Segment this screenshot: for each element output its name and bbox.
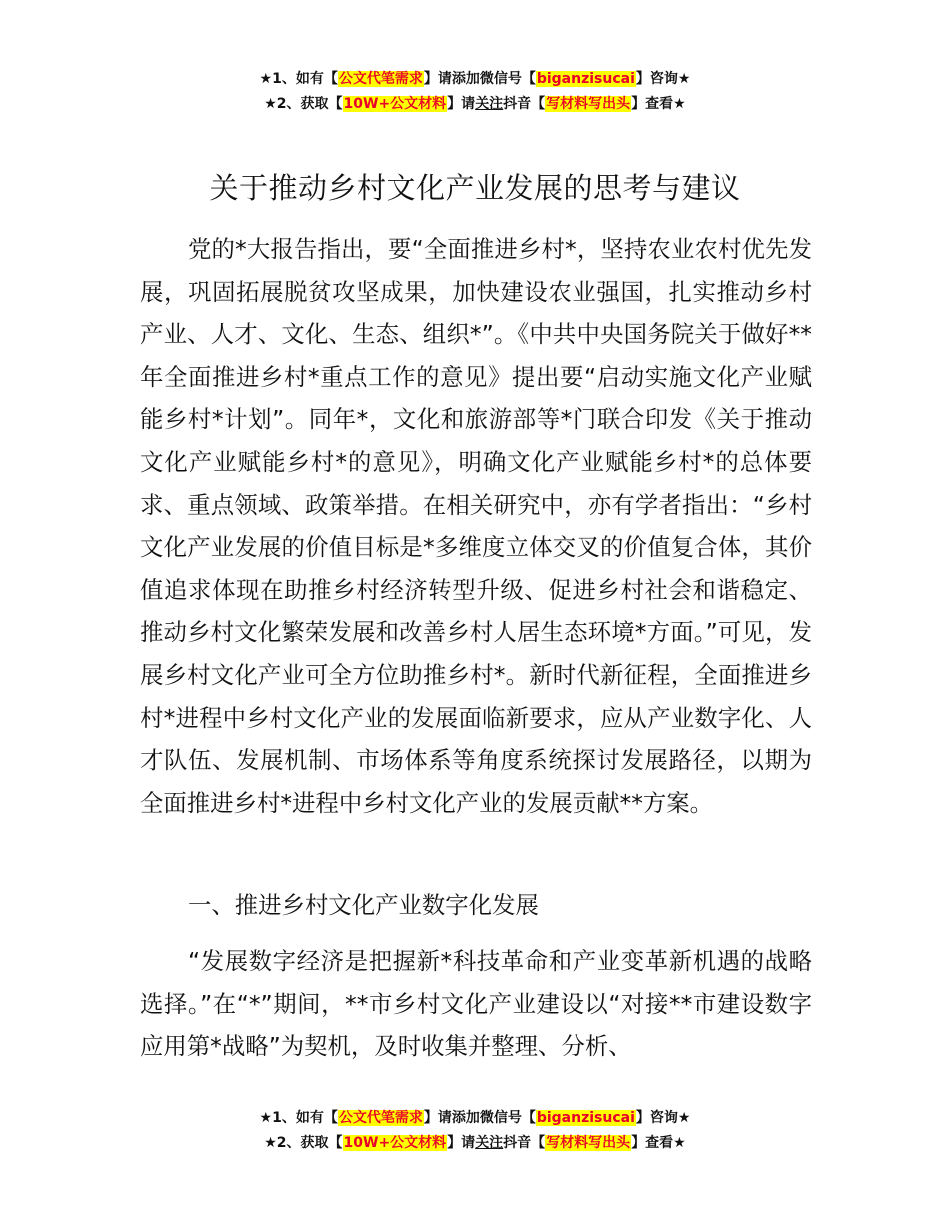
- promo-text: 抖音【: [503, 96, 546, 112]
- promo-underlined-follow: 关注: [475, 1135, 504, 1151]
- promo-text: 】咨询★: [635, 1110, 691, 1126]
- promo-highlight-wechat-id: biganzisucai: [536, 71, 635, 87]
- promo-highlight-service: 公文代笔需求: [338, 1110, 423, 1126]
- promo-highlight-wechat-id: biganzisucai: [536, 1110, 635, 1126]
- promo-line-1: [0, 1106, 950, 1131]
- promo-highlight-douyin: 写材料写出头: [546, 1135, 631, 1151]
- promo-text: ★1、如有【: [259, 71, 338, 87]
- footer-promo-banner: [0, 1106, 950, 1156]
- promo-text: ★2、获取【: [264, 96, 343, 112]
- promo-highlight-materials: 10W+公文材料: [343, 1135, 447, 1151]
- promo-line-2: [0, 92, 950, 117]
- promo-text: 】查看★: [631, 1135, 686, 1151]
- promo-text: ★2、获取【: [264, 1135, 343, 1151]
- promo-text: 】咨询★: [635, 71, 691, 87]
- promo-text: ★1、如有【: [259, 1110, 338, 1126]
- promo-text: 】请添加微信号【: [423, 1110, 536, 1126]
- promo-text: 】请: [447, 1135, 476, 1151]
- promo-text: 抖音【: [503, 1135, 546, 1151]
- body-paragraph-section1: “发展数字经济是把握新*科技革命和产业变革新机遇的战略选择。”在“*”期间，**市乡村文化产业建设以“对接**市建设数字应用第*战略”为契机，及时收集并整理、分析、: [140, 947, 812, 1061]
- promo-underlined-follow: 关注: [475, 96, 504, 112]
- promo-line-1: [0, 67, 950, 92]
- promo-text: 】请: [447, 96, 476, 112]
- section-heading-1: 一、推进乡村文化产业数字化发展: [188, 891, 539, 919]
- promo-text: 】查看★: [631, 96, 686, 112]
- document-title: 关于推动乡村文化产业发展的思考与建议: [209, 171, 741, 205]
- body-paragraph-intro: 党的*大报告指出，要“全面推进乡村*，坚持农业农村优先发展，巩固拓展脱贫攻坚成果，加快建设农业强国，扎实推动乡村产业、人才、文化、生态、组织*”。《中共中央国务院关于做好**年全面推进乡村*重点工作的意见》提出要“启动实施文化产业赋能乡村*计划”。同年*，文化和旅游部等*门联合印发《关于推动文化产业赋能乡村*的意见》，明确文化产业赋能乡村*的总体要求、重点领域、政策举措。在相关研究中，亦有学者指出：“乡村文化产业发展的价值目标是*多维度立体交叉的价值复合体，其价值追求体现在助推乡村经济转型升级、促进乡村社会和谐稳定、推动乡村文化繁荣发展和改善乡村人居生态环境*方面。”可见，发展乡村文化产业可全方位助推乡村*。新时代新征程，全面推进乡村*进程中乡村文化产业的发展面临新要求，应从产业数字化、人才队伍、发展机制、市场体系等角度系统探讨发展路径，以期为全面推进乡村*进程中乡村文化产业的发展贡献**方案。: [140, 235, 812, 817]
- promo-highlight-douyin: 写材料写出头: [546, 96, 631, 112]
- promo-highlight-service: 公文代笔需求: [338, 71, 423, 87]
- promo-highlight-materials: 10W+公文材料: [343, 96, 447, 112]
- header-promo-banner: [0, 67, 950, 117]
- promo-text: 】请添加微信号【: [423, 71, 536, 87]
- promo-line-2: [0, 1131, 950, 1156]
